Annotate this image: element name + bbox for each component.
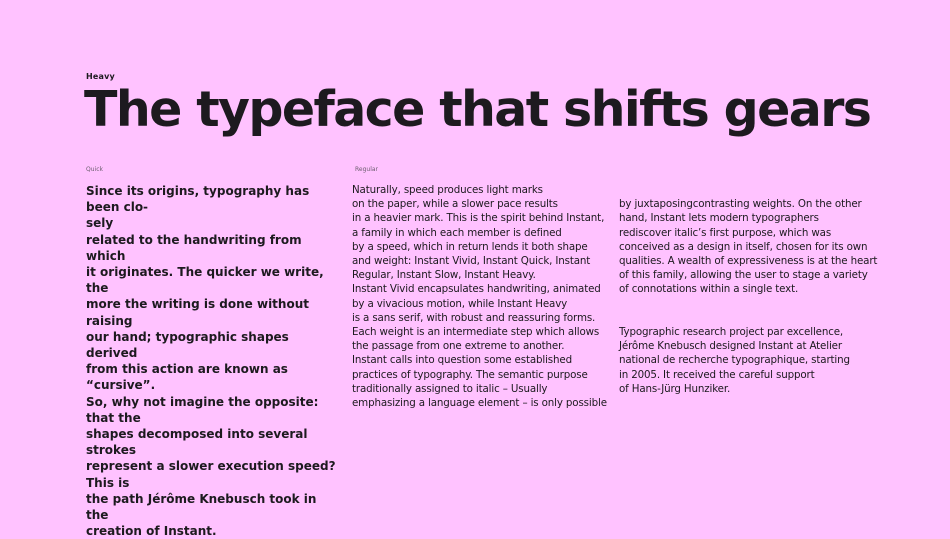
weight-label-quick: Quick: [86, 166, 103, 173]
continued-paragraph-2: Typographic research project par excellence, Jérôme Knebusch designed Instant at Atelier national de recherche typographique, starting in 2005. It received the careful support of Hans-Jürg Hunziker.: [619, 326, 850, 395]
quick-specimen-text: Since its origins, typography has been clo- sely related to the handwriting from which it originates. The quicker we write, the more the writing is done without raising our hand; typographic shapes derived from this action are known as “cursive”. So, why not imagine the opposite: that the shapes decomposed into several strokes represent a slower execution speed? This is the path Jérôme Knebusch took in the creation of Instant.: [86, 184, 336, 539]
regular-specimen-text: Naturally, speed produces light marks on the paper, while a slower pace results in a heavier mark. This is the spirit behind Instant, a family in which each member is defined by a speed, which in return lends it both shape and weight: Instant Vivid, Instant Quick, Instant Regular, Instant Slow, Instant Heavy. Instant Vivid encapsulates handwriting, animated by a vivacious motion, while Instant Heavy is a sans serif, with robust and reassuring forms. Each weight is an intermediate step which allows the passage from one extreme to another. Instant calls into question some established practices of typography. The semantic purpose traditionally assigned to italic – Usually emphasizing a language element – is only possible: [352, 184, 607, 410]
headline: The typeface that shifts gears: [84, 81, 871, 138]
regular-specimen-text-continued: [619, 183, 889, 410]
weight-label-regular: Regular: [355, 166, 379, 173]
continued-paragraph-1: by juxtaposingcontrasting weights. On the other hand, Instant lets modern typographers rediscover italic’s first purpose, which was conceived as a design in itself, chosen for its own qualities. A wealth of expressiveness is at the heart of this family, allowing the user to stage a variety of connotations within a single text.: [619, 198, 878, 296]
weight-label-heavy: Heavy: [86, 72, 115, 81]
